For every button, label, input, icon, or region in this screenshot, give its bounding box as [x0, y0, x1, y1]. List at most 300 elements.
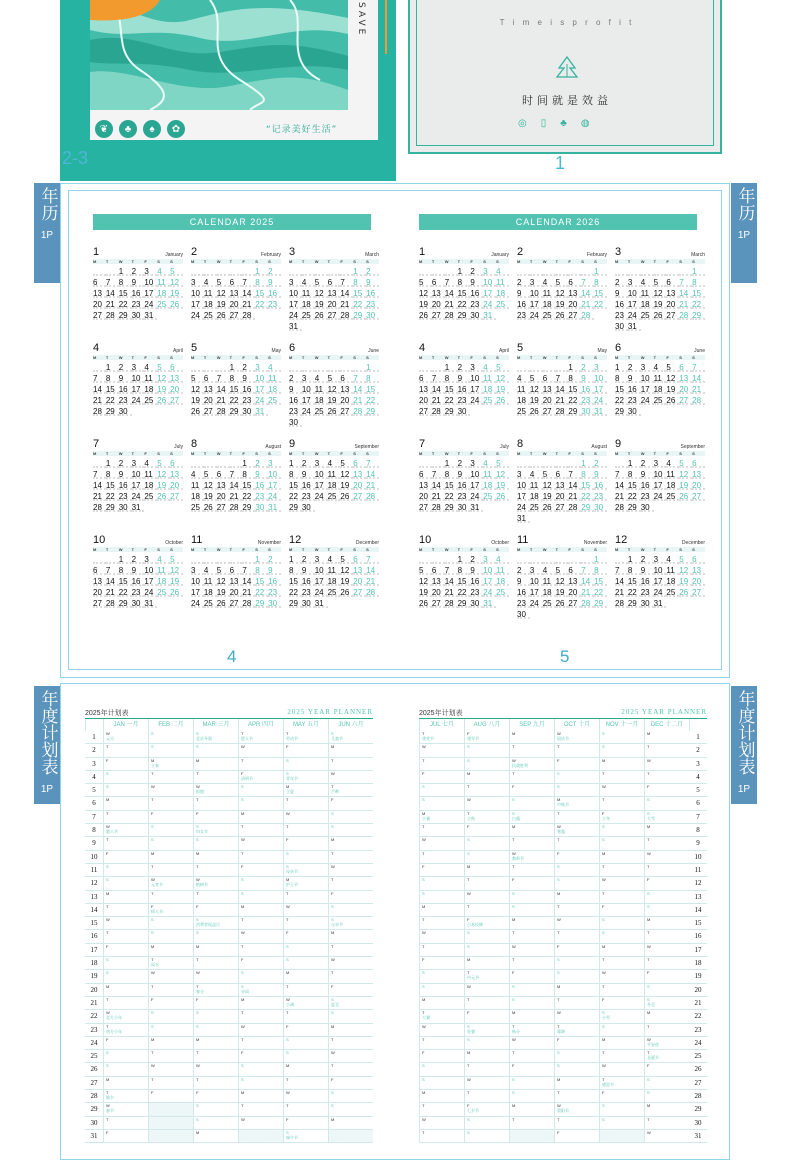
- planner-cell[interactable]: [328, 731, 373, 744]
- planner-cell[interactable]: [419, 984, 464, 997]
- planner-cell[interactable]: [238, 877, 283, 890]
- planner-cell[interactable]: [238, 1037, 283, 1050]
- planner-cell[interactable]: [193, 1130, 238, 1143]
- planner-cell[interactable]: [509, 904, 554, 917]
- planner-cell[interactable]: [328, 784, 373, 797]
- planner-cell[interactable]: [554, 904, 599, 917]
- planner-cell[interactable]: [283, 1117, 328, 1130]
- planner-cell[interactable]: [419, 877, 464, 890]
- planner-cell[interactable]: [509, 837, 554, 850]
- planner-cell[interactable]: [419, 1103, 464, 1116]
- planner-cell[interactable]: [419, 784, 464, 797]
- planner-cell[interactable]: [554, 1077, 599, 1090]
- planner-cell[interactable]: [148, 1063, 193, 1076]
- planner-cell[interactable]: [554, 1024, 599, 1037]
- planner-cell[interactable]: [238, 837, 283, 850]
- planner-cell[interactable]: [238, 1117, 283, 1130]
- planner-cell[interactable]: [148, 851, 193, 864]
- planner-cell[interactable]: [509, 811, 554, 824]
- planner-cell[interactable]: [283, 731, 328, 744]
- planner-cell[interactable]: [148, 1090, 193, 1103]
- planner-cell[interactable]: [464, 944, 509, 957]
- planner-cell[interactable]: [464, 1103, 509, 1116]
- planner-cell[interactable]: [283, 917, 328, 930]
- planner-cell[interactable]: [283, 1050, 328, 1063]
- planner-cell[interactable]: [464, 877, 509, 890]
- planner-cell[interactable]: [554, 1050, 599, 1063]
- planner-cell[interactable]: [599, 771, 644, 784]
- planner-cell[interactable]: [193, 1024, 238, 1037]
- planner-cell[interactable]: [554, 784, 599, 797]
- planner-cell[interactable]: [103, 1130, 148, 1143]
- planner-cell[interactable]: [419, 1117, 464, 1130]
- planner-cell[interactable]: [283, 877, 328, 890]
- planner-cell[interactable]: [599, 984, 644, 997]
- planner-cell[interactable]: [103, 784, 148, 797]
- planner-cell[interactable]: [554, 1090, 599, 1103]
- planner-cell[interactable]: [419, 851, 464, 864]
- planner-cell[interactable]: [599, 877, 644, 890]
- planner-cell[interactable]: [554, 997, 599, 1010]
- planner-cell[interactable]: [599, 1063, 644, 1076]
- planner-cell[interactable]: [328, 744, 373, 757]
- planner-cell[interactable]: [328, 877, 373, 890]
- planner-cell[interactable]: [238, 1063, 283, 1076]
- planner-cell[interactable]: [464, 891, 509, 904]
- planner-cell[interactable]: [554, 744, 599, 757]
- planner-cell[interactable]: [148, 1117, 193, 1130]
- planner-cell[interactable]: [238, 758, 283, 771]
- planner-cell[interactable]: [193, 904, 238, 917]
- planner-cell[interactable]: [509, 1117, 554, 1130]
- planner-cell[interactable]: [509, 1050, 554, 1063]
- planner-cell[interactable]: [554, 1103, 599, 1116]
- planner-cell[interactable]: [148, 1130, 193, 1143]
- planner-cell[interactable]: [419, 930, 464, 943]
- planner-cell[interactable]: [283, 851, 328, 864]
- planner-cell[interactable]: [283, 944, 328, 957]
- planner-cell[interactable]: [644, 997, 689, 1010]
- planner-cell[interactable]: [103, 891, 148, 904]
- planner-cell[interactable]: [464, 758, 509, 771]
- planner-cell[interactable]: [644, 917, 689, 930]
- planner-cell[interactable]: [328, 1117, 373, 1130]
- planner-cell[interactable]: [103, 1037, 148, 1050]
- planner-cell[interactable]: [644, 891, 689, 904]
- planner-cell[interactable]: [509, 758, 554, 771]
- planner-cell[interactable]: [509, 771, 554, 784]
- planner-cell[interactable]: [644, 1063, 689, 1076]
- planner-cell[interactable]: [328, 851, 373, 864]
- planner-cell[interactable]: [419, 824, 464, 837]
- planner-cell[interactable]: [148, 731, 193, 744]
- planner-cell[interactable]: [599, 930, 644, 943]
- planner-cell[interactable]: [103, 758, 148, 771]
- planner-cell[interactable]: [238, 984, 283, 997]
- planner-cell[interactable]: [464, 917, 509, 930]
- planner-cell[interactable]: [283, 1103, 328, 1116]
- planner-cell[interactable]: [554, 824, 599, 837]
- planner-cell[interactable]: [509, 930, 554, 943]
- planner-cell[interactable]: [193, 797, 238, 810]
- planner-cell[interactable]: [509, 891, 554, 904]
- planner-cell[interactable]: [644, 851, 689, 864]
- planner-cell[interactable]: [238, 997, 283, 1010]
- planner-cell[interactable]: [103, 851, 148, 864]
- planner-cell[interactable]: [148, 811, 193, 824]
- planner-cell[interactable]: [283, 930, 328, 943]
- planner-cell[interactable]: [464, 1090, 509, 1103]
- planner-cell[interactable]: [103, 944, 148, 957]
- planner-cell[interactable]: [419, 731, 464, 744]
- planner-cell[interactable]: [328, 930, 373, 943]
- planner-cell[interactable]: [193, 891, 238, 904]
- planner-cell[interactable]: [148, 784, 193, 797]
- planner-cell[interactable]: [193, 851, 238, 864]
- planner-cell[interactable]: [148, 864, 193, 877]
- planner-cell[interactable]: [148, 1077, 193, 1090]
- planner-cell[interactable]: [283, 904, 328, 917]
- planner-cell[interactable]: [554, 1130, 599, 1143]
- planner-cell[interactable]: [509, 957, 554, 970]
- planner-cell[interactable]: [283, 864, 328, 877]
- planner-cell[interactable]: [419, 771, 464, 784]
- planner-cell[interactable]: [419, 1037, 464, 1050]
- planner-cell[interactable]: [599, 1077, 644, 1090]
- planner-cell[interactable]: [148, 930, 193, 943]
- planner-cell[interactable]: [328, 957, 373, 970]
- planner-cell[interactable]: [103, 1090, 148, 1103]
- planner-cell[interactable]: [419, 904, 464, 917]
- planner-cell[interactable]: [464, 837, 509, 850]
- planner-cell[interactable]: [419, 864, 464, 877]
- planner-cell[interactable]: [238, 811, 283, 824]
- planner-cell[interactable]: [599, 837, 644, 850]
- planner-cell[interactable]: [509, 851, 554, 864]
- planner-cell[interactable]: [148, 771, 193, 784]
- planner-cell[interactable]: [599, 1024, 644, 1037]
- planner-cell[interactable]: [238, 1050, 283, 1063]
- planner-cell[interactable]: [419, 744, 464, 757]
- planner-cell[interactable]: [283, 771, 328, 784]
- planner-cell[interactable]: [644, 797, 689, 810]
- planner-cell[interactable]: [103, 1117, 148, 1130]
- planner-cell[interactable]: [148, 744, 193, 757]
- planner-cell[interactable]: [509, 1024, 554, 1037]
- planner-cell[interactable]: [283, 1063, 328, 1076]
- planner-cell[interactable]: [554, 957, 599, 970]
- planner-cell[interactable]: [509, 1103, 554, 1116]
- planner-cell[interactable]: [644, 877, 689, 890]
- planner-cell[interactable]: [464, 984, 509, 997]
- planner-cell[interactable]: [283, 1077, 328, 1090]
- planner-cell[interactable]: [509, 1130, 554, 1143]
- planner-cell[interactable]: [328, 904, 373, 917]
- planner-cell[interactable]: [193, 1077, 238, 1090]
- planner-cell[interactable]: [644, 784, 689, 797]
- planner-cell[interactable]: [193, 771, 238, 784]
- planner-cell[interactable]: [644, 771, 689, 784]
- planner-cell[interactable]: [464, 1077, 509, 1090]
- planner-cell[interactable]: [554, 837, 599, 850]
- planner-cell[interactable]: [103, 824, 148, 837]
- planner-cell[interactable]: [509, 1010, 554, 1023]
- planner-cell[interactable]: [419, 1010, 464, 1023]
- planner-cell[interactable]: [148, 904, 193, 917]
- planner-cell[interactable]: [644, 731, 689, 744]
- planner-cell[interactable]: [464, 797, 509, 810]
- planner-cell[interactable]: [644, 970, 689, 983]
- planner-cell[interactable]: [193, 917, 238, 930]
- planner-cell[interactable]: [193, 944, 238, 957]
- planner-cell[interactable]: [464, 1130, 509, 1143]
- planner-cell[interactable]: [328, 1050, 373, 1063]
- planner-cell[interactable]: [328, 1024, 373, 1037]
- planner-cell[interactable]: [419, 811, 464, 824]
- planner-cell[interactable]: [644, 984, 689, 997]
- planner-cell[interactable]: [599, 851, 644, 864]
- planner-cell[interactable]: [103, 904, 148, 917]
- planner-cell[interactable]: [193, 877, 238, 890]
- planner-cell[interactable]: [328, 1063, 373, 1076]
- planner-cell[interactable]: [464, 997, 509, 1010]
- planner-cell[interactable]: [599, 891, 644, 904]
- planner-cell[interactable]: [148, 970, 193, 983]
- planner-cell[interactable]: [464, 1037, 509, 1050]
- planner-cell[interactable]: [283, 957, 328, 970]
- planner-cell[interactable]: [103, 731, 148, 744]
- planner-cell[interactable]: [193, 1037, 238, 1050]
- planner-cell[interactable]: [554, 758, 599, 771]
- planner-cell[interactable]: [238, 904, 283, 917]
- planner-cell[interactable]: [283, 784, 328, 797]
- planner-cell[interactable]: [103, 1077, 148, 1090]
- planner-cell[interactable]: [644, 1024, 689, 1037]
- planner-cell[interactable]: [509, 864, 554, 877]
- planner-cell[interactable]: [328, 997, 373, 1010]
- planner-cell[interactable]: [599, 1050, 644, 1063]
- planner-cell[interactable]: [509, 1090, 554, 1103]
- planner-cell[interactable]: [644, 744, 689, 757]
- planner-cell[interactable]: [644, 1103, 689, 1116]
- planner-cell[interactable]: [554, 1117, 599, 1130]
- planner-cell[interactable]: [509, 997, 554, 1010]
- planner-cell[interactable]: [103, 1024, 148, 1037]
- planner-cell[interactable]: [328, 891, 373, 904]
- planner-cell[interactable]: [238, 771, 283, 784]
- planner-cell[interactable]: [554, 851, 599, 864]
- planner-cell[interactable]: [328, 771, 373, 784]
- planner-cell[interactable]: [509, 970, 554, 983]
- planner-cell[interactable]: [599, 904, 644, 917]
- planner-cell[interactable]: [238, 784, 283, 797]
- planner-cell[interactable]: [554, 731, 599, 744]
- planner-cell[interactable]: [554, 944, 599, 957]
- planner-cell[interactable]: [419, 758, 464, 771]
- planner-cell[interactable]: [283, 758, 328, 771]
- planner-cell[interactable]: [148, 1103, 193, 1116]
- planner-cell[interactable]: [328, 797, 373, 810]
- planner-cell[interactable]: [419, 970, 464, 983]
- planner-cell[interactable]: [464, 811, 509, 824]
- planner-cell[interactable]: [599, 1130, 644, 1143]
- planner-cell[interactable]: [419, 1063, 464, 1076]
- planner-cell[interactable]: [464, 1063, 509, 1076]
- planner-cell[interactable]: [328, 984, 373, 997]
- planner-cell[interactable]: [283, 1037, 328, 1050]
- planner-cell[interactable]: [328, 1010, 373, 1023]
- planner-cell[interactable]: [554, 1010, 599, 1023]
- planner-cell[interactable]: [103, 837, 148, 850]
- planner-cell[interactable]: [644, 904, 689, 917]
- planner-cell[interactable]: [509, 797, 554, 810]
- planner-cell[interactable]: [599, 1037, 644, 1050]
- planner-cell[interactable]: [328, 811, 373, 824]
- planner-cell[interactable]: [103, 1050, 148, 1063]
- planner-cell[interactable]: [103, 771, 148, 784]
- planner-cell[interactable]: [328, 837, 373, 850]
- planner-cell[interactable]: [509, 744, 554, 757]
- planner-cell[interactable]: [148, 837, 193, 850]
- planner-cell[interactable]: [554, 797, 599, 810]
- planner-cell[interactable]: [554, 771, 599, 784]
- planner-cell[interactable]: [148, 824, 193, 837]
- planner-cell[interactable]: [599, 811, 644, 824]
- planner-cell[interactable]: [328, 758, 373, 771]
- planner-cell[interactable]: [599, 797, 644, 810]
- planner-cell[interactable]: [328, 917, 373, 930]
- planner-cell[interactable]: [148, 984, 193, 997]
- planner-cell[interactable]: [554, 984, 599, 997]
- planner-cell[interactable]: [283, 1090, 328, 1103]
- planner-cell[interactable]: [103, 1063, 148, 1076]
- planner-cell[interactable]: [464, 1050, 509, 1063]
- planner-cell[interactable]: [509, 984, 554, 997]
- planner-cell[interactable]: [419, 797, 464, 810]
- planner-cell[interactable]: [283, 1010, 328, 1023]
- planner-cell[interactable]: [419, 997, 464, 1010]
- planner-cell[interactable]: [193, 744, 238, 757]
- planner-cell[interactable]: [148, 944, 193, 957]
- planner-cell[interactable]: [464, 1010, 509, 1023]
- planner-cell[interactable]: [509, 731, 554, 744]
- planner-cell[interactable]: [464, 957, 509, 970]
- planner-cell[interactable]: [238, 731, 283, 744]
- planner-cell[interactable]: [148, 797, 193, 810]
- planner-cell[interactable]: [644, 1090, 689, 1103]
- planner-cell[interactable]: [554, 811, 599, 824]
- planner-cell[interactable]: [464, 824, 509, 837]
- planner-cell[interactable]: [554, 917, 599, 930]
- planner-cell[interactable]: [103, 797, 148, 810]
- planner-cell[interactable]: [238, 957, 283, 970]
- planner-cell[interactable]: [103, 970, 148, 983]
- planner-cell[interactable]: [103, 811, 148, 824]
- planner-cell[interactable]: [554, 891, 599, 904]
- planner-cell[interactable]: [599, 1010, 644, 1023]
- planner-cell[interactable]: [103, 1010, 148, 1023]
- planner-cell[interactable]: [464, 904, 509, 917]
- planner-cell[interactable]: [238, 917, 283, 930]
- planner-cell[interactable]: [283, 1130, 328, 1143]
- planner-cell[interactable]: [644, 1010, 689, 1023]
- planner-cell[interactable]: [238, 970, 283, 983]
- planner-cell[interactable]: [644, 837, 689, 850]
- planner-cell[interactable]: [238, 944, 283, 957]
- planner-cell[interactable]: [509, 917, 554, 930]
- planner-cell[interactable]: [419, 917, 464, 930]
- planner-cell[interactable]: [419, 837, 464, 850]
- planner-cell[interactable]: [328, 864, 373, 877]
- planner-cell[interactable]: [644, 1117, 689, 1130]
- planner-cell[interactable]: [103, 997, 148, 1010]
- planner-cell[interactable]: [193, 1063, 238, 1076]
- planner-cell[interactable]: [148, 1037, 193, 1050]
- planner-cell[interactable]: [283, 984, 328, 997]
- planner-cell[interactable]: [193, 970, 238, 983]
- planner-cell[interactable]: [509, 1037, 554, 1050]
- planner-cell[interactable]: [509, 877, 554, 890]
- planner-cell[interactable]: [193, 984, 238, 997]
- planner-cell[interactable]: [644, 864, 689, 877]
- planner-cell[interactable]: [238, 744, 283, 757]
- planner-cell[interactable]: [464, 851, 509, 864]
- planner-cell[interactable]: [283, 797, 328, 810]
- planner-cell[interactable]: [283, 1024, 328, 1037]
- planner-cell[interactable]: [599, 744, 644, 757]
- planner-cell[interactable]: [599, 824, 644, 837]
- planner-cell[interactable]: [328, 970, 373, 983]
- planner-cell[interactable]: [464, 731, 509, 744]
- planner-cell[interactable]: [509, 944, 554, 957]
- planner-cell[interactable]: [193, 837, 238, 850]
- planner-cell[interactable]: [238, 1010, 283, 1023]
- planner-cell[interactable]: [464, 970, 509, 983]
- planner-cell[interactable]: [193, 1050, 238, 1063]
- planner-cell[interactable]: [193, 1117, 238, 1130]
- planner-cell[interactable]: [193, 930, 238, 943]
- planner-cell[interactable]: [193, 784, 238, 797]
- planner-cell[interactable]: [419, 1024, 464, 1037]
- planner-cell[interactable]: [283, 997, 328, 1010]
- planner-cell[interactable]: [328, 944, 373, 957]
- planner-cell[interactable]: [599, 784, 644, 797]
- planner-cell[interactable]: [419, 1090, 464, 1103]
- planner-cell[interactable]: [283, 837, 328, 850]
- planner-cell[interactable]: [148, 1010, 193, 1023]
- planner-cell[interactable]: [328, 1090, 373, 1103]
- planner-cell[interactable]: [238, 1077, 283, 1090]
- planner-cell[interactable]: [283, 744, 328, 757]
- planner-cell[interactable]: [193, 957, 238, 970]
- planner-cell[interactable]: [419, 1077, 464, 1090]
- planner-cell[interactable]: [328, 1103, 373, 1116]
- planner-cell[interactable]: [328, 1037, 373, 1050]
- planner-cell[interactable]: [148, 758, 193, 771]
- planner-cell[interactable]: [599, 864, 644, 877]
- planner-cell[interactable]: [148, 917, 193, 930]
- planner-cell[interactable]: [238, 891, 283, 904]
- planner-cell[interactable]: [599, 1090, 644, 1103]
- planner-cell[interactable]: [328, 824, 373, 837]
- planner-cell[interactable]: [644, 811, 689, 824]
- planner-cell[interactable]: [238, 1130, 283, 1143]
- planner-cell[interactable]: [644, 1037, 689, 1050]
- planner-cell[interactable]: [103, 917, 148, 930]
- planner-cell[interactable]: [644, 944, 689, 957]
- planner-cell[interactable]: [419, 1050, 464, 1063]
- planner-cell[interactable]: [238, 930, 283, 943]
